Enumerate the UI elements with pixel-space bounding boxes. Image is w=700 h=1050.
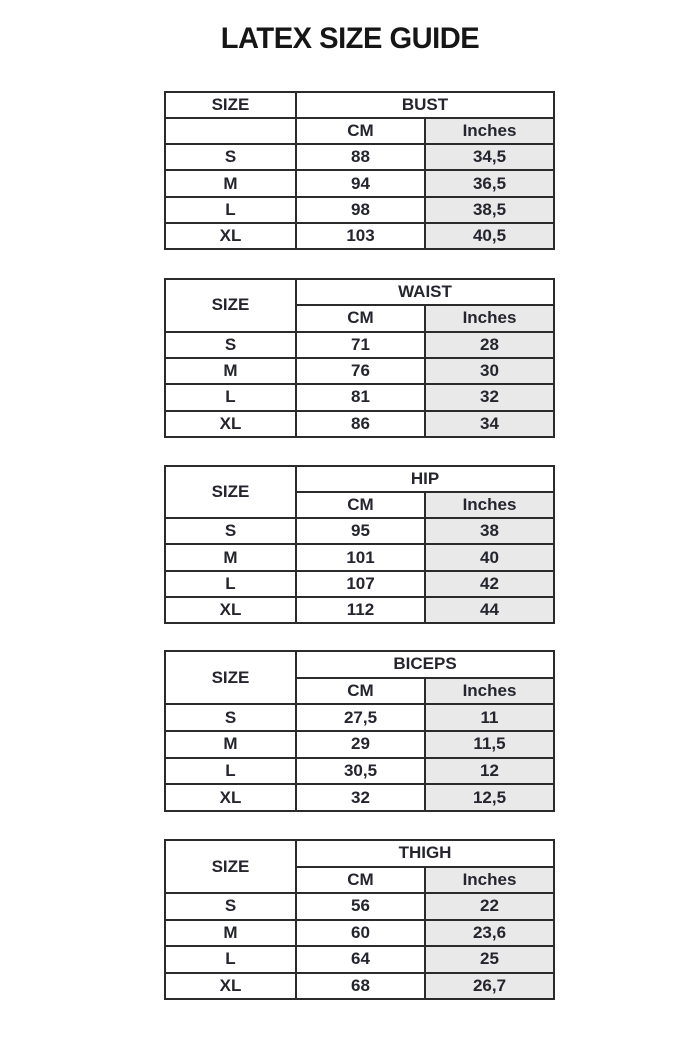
inches-cell: 11,5 [425,731,554,758]
thigh-table [164,839,553,1000]
size-header: SIZE [165,466,296,518]
table-row [165,384,554,410]
size-cell: L [165,384,296,410]
header-row [165,840,554,867]
cm-cell: 107 [296,571,425,597]
cm-cell: 86 [296,411,425,437]
table-row [165,597,554,623]
cm-cell: 60 [296,920,425,947]
inches-cell: 34,5 [425,144,554,170]
table-row [165,144,554,170]
size-cell: L [165,758,296,785]
size-cell: XL [165,411,296,437]
size-cell: S [165,332,296,358]
size-cell: M [165,544,296,570]
inches-header: Inches [425,118,554,144]
page-title: LATEX SIZE GUIDE [220,22,480,55]
inches-header: Inches [425,867,554,894]
size-cell: L [165,197,296,223]
size-cell: S [165,704,296,731]
inches-cell: 36,5 [425,170,554,196]
cm-header: CM [296,118,425,144]
bust-table [164,91,553,250]
inches-cell: 22 [425,893,554,920]
size-cell: L [165,946,296,973]
cm-cell: 95 [296,518,425,544]
size-cell: XL [165,223,296,249]
measurement-header: WAIST [296,279,554,305]
measurement-header: BICEPS [296,651,554,678]
size-cell: XL [165,784,296,811]
cm-cell: 64 [296,946,425,973]
table-row [165,784,554,811]
inches-header: Inches [425,492,554,518]
table-row [165,544,554,570]
size-header: SIZE [165,651,296,704]
cm-cell: 29 [296,731,425,758]
inches-cell: 40,5 [425,223,554,249]
table-row [165,518,554,544]
size-header: SIZE [165,840,296,893]
cm-cell: 27,5 [296,704,425,731]
inches-cell: 30 [425,358,554,384]
table-row [165,332,554,358]
inches-header: Inches [425,678,554,705]
size-header: SIZE [165,279,296,332]
cm-cell: 112 [296,597,425,623]
size-cell: M [165,731,296,758]
table-row [165,758,554,785]
units-row [165,118,554,144]
inches-cell: 12,5 [425,784,554,811]
table-row [165,893,554,920]
header-row [165,466,554,492]
cm-cell: 30,5 [296,758,425,785]
hip-table [164,465,553,624]
inches-cell: 42 [425,571,554,597]
size-cell: XL [165,973,296,1000]
inches-cell: 28 [425,332,554,358]
waist-table [164,278,553,438]
table-row [165,704,554,731]
table-row [165,571,554,597]
cm-cell: 32 [296,784,425,811]
table-row [165,170,554,196]
inches-cell: 40 [425,544,554,570]
size-cell: XL [165,597,296,623]
cm-cell: 88 [296,144,425,170]
size-cell: M [165,920,296,947]
cm-cell: 68 [296,973,425,1000]
inches-cell: 44 [425,597,554,623]
header-row [165,92,554,118]
size-cell: S [165,893,296,920]
inches-cell: 12 [425,758,554,785]
header-row [165,279,554,305]
cm-cell: 56 [296,893,425,920]
cm-header: CM [296,305,425,331]
cm-cell: 103 [296,223,425,249]
cm-cell: 94 [296,170,425,196]
cm-header: CM [296,678,425,705]
measurement-header: THIGH [296,840,554,867]
header-row [165,651,554,678]
measurement-header: BUST [296,92,554,118]
size-cell: L [165,571,296,597]
cm-cell: 76 [296,358,425,384]
inches-cell: 26,7 [425,973,554,1000]
inches-cell: 32 [425,384,554,410]
inches-cell: 34 [425,411,554,437]
cm-cell: 98 [296,197,425,223]
table-row [165,223,554,249]
biceps-table [164,650,553,812]
cm-cell: 101 [296,544,425,570]
inches-header: Inches [425,305,554,331]
inches-cell: 38,5 [425,197,554,223]
inches-cell: 25 [425,946,554,973]
table-row [165,973,554,1000]
inches-cell: 11 [425,704,554,731]
empty-cell [165,118,296,144]
inches-cell: 38 [425,518,554,544]
size-cell: S [165,144,296,170]
inches-cell: 23,6 [425,920,554,947]
table-row [165,920,554,947]
cm-header: CM [296,867,425,894]
cm-header: CM [296,492,425,518]
table-row [165,731,554,758]
size-cell: M [165,170,296,196]
table-row [165,197,554,223]
cm-cell: 81 [296,384,425,410]
size-cell: M [165,358,296,384]
size-header: SIZE [165,92,296,118]
size-cell: S [165,518,296,544]
table-row [165,358,554,384]
cm-cell: 71 [296,332,425,358]
table-row [165,946,554,973]
measurement-header: HIP [296,466,554,492]
table-row [165,411,554,437]
